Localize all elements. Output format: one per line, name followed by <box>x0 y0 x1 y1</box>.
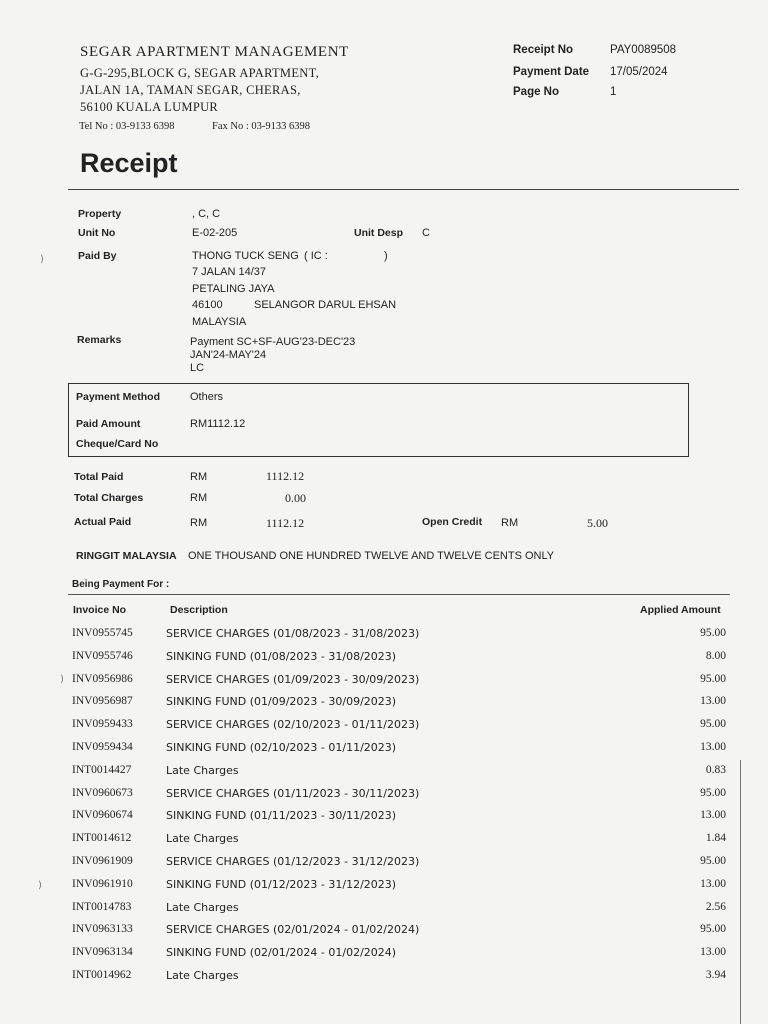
paid-amount-value: RM1112.12 <box>190 418 246 430</box>
description-cell: SINKING FUND (02/01/2024 - 01/02/2024) <box>166 946 397 960</box>
table-row <box>60 832 730 854</box>
company-address-line-1: G-G-295,BLOCK G, SEGAR APARTMENT, <box>80 66 320 80</box>
table-row <box>60 627 730 649</box>
unit-desp-value: C <box>422 227 430 239</box>
description-cell: SINKING FUND (01/11/2023 - 30/11/2023) <box>166 809 397 823</box>
applied-amount-cell: 13.00 <box>700 741 726 753</box>
company-name: SEGAR APARTMENT MANAGEMENT <box>80 44 349 60</box>
margin-mark: ) <box>40 254 44 265</box>
invoice-no-cell: INV0956987 <box>72 695 133 708</box>
payment-method-label: Payment Method <box>76 391 161 403</box>
amount-words-label: RINGGIT MALAYSIA <box>76 550 177 562</box>
margin-mark: ) <box>38 880 42 891</box>
table-divider <box>68 594 730 595</box>
applied-amount-cell: 95.00 <box>700 718 726 731</box>
description-cell: SINKING FUND (01/09/2023 - 30/09/2023) <box>166 695 397 709</box>
applied-amount-cell: 95.00 <box>700 923 726 936</box>
open-credit-label: Open Credit <box>422 516 483 528</box>
receipt-no-value: PAY0089508 <box>610 44 677 56</box>
table-row <box>60 923 730 945</box>
total-paid-value: 1112.12 <box>266 469 305 483</box>
open-credit-currency: RM <box>501 517 519 529</box>
table-row <box>60 787 730 809</box>
paid-amount-label: Paid Amount <box>76 418 141 430</box>
invoice-no-cell: INV0963133 <box>72 923 133 936</box>
total-charges-currency: RM <box>190 492 208 504</box>
invoice-no-cell: INV0960673 <box>72 786 133 799</box>
company-tel: Tel No : 03-9133 6398 <box>79 121 175 132</box>
invoice-no-cell: INV0959434 <box>72 741 133 753</box>
being-payment-for-label: Being Payment For : <box>72 579 170 590</box>
applied-amount-cell: 2.56 <box>705 900 726 913</box>
margin-mark: ) <box>60 674 64 685</box>
applied-amount-cell: 8.00 <box>705 649 726 662</box>
table-row <box>60 901 730 923</box>
unit-desp-label: Unit Desp <box>354 227 404 239</box>
paid-by-state: SELANGOR DARUL EHSAN <box>254 299 397 311</box>
applied-amount-cell: 13.00 <box>700 695 726 708</box>
payment-date-label: Payment Date <box>513 66 590 78</box>
description-cell: SINKING FUND (01/12/2023 - 31/12/2023) <box>166 877 397 891</box>
receipt-no-label: Receipt No <box>513 44 574 56</box>
property-label: Property <box>78 208 122 220</box>
paid-by-ic: ( IC : <box>304 250 328 262</box>
applied-amount-cell: 3.94 <box>705 969 726 981</box>
remarks-line-3: LC <box>190 362 205 374</box>
applied-amount-cell: 13.00 <box>700 809 726 822</box>
page-no-value: 1 <box>610 86 617 98</box>
company-address-line-2: JALAN 1A, TAMAN SEGAR, CHERAS, <box>80 83 301 97</box>
table-row <box>60 809 730 831</box>
invoice-no-cell: INV0955745 <box>72 627 133 639</box>
description-cell: SERVICE CHARGES (02/10/2023 - 01/11/2023) <box>166 718 420 732</box>
applied-amount-cell: 95.00 <box>700 627 726 639</box>
table-row <box>60 718 730 740</box>
table-row <box>60 764 730 786</box>
total-charges-label: Total Charges <box>74 492 144 504</box>
paid-by-label: Paid By <box>78 250 117 262</box>
invoice-no-cell: INV0961910 <box>72 877 133 890</box>
description-cell: Late Charges <box>166 832 239 846</box>
paid-by-address-1: 7 JALAN 14/37 <box>192 266 266 278</box>
table-row <box>60 946 730 968</box>
invoice-no-header: Invoice No <box>73 604 127 616</box>
description-cell: SERVICE CHARGES (01/11/2023 - 30/11/2023) <box>166 786 420 800</box>
table-row <box>60 878 730 900</box>
applied-amount-cell: 95.00 <box>700 672 726 685</box>
total-paid-currency: RM <box>190 471 208 483</box>
description-cell: SERVICE CHARGES (01/12/2023 - 31/12/2023) <box>166 855 420 868</box>
paid-by-name: THONG TUCK SENG <box>192 250 299 262</box>
description-cell: SERVICE CHARGES (01/09/2023 - 30/09/2023) <box>166 672 420 686</box>
invoice-no-cell: INT0014427 <box>72 763 132 776</box>
applied-amount-cell: 1.84 <box>705 832 726 845</box>
table-row <box>60 855 730 877</box>
invoice-no-cell: INV0956986 <box>72 672 133 685</box>
paid-by-postcode: 46100 <box>192 299 223 311</box>
paid-by-country: MALAYSIA <box>192 316 247 328</box>
actual-paid-value: 1112.12 <box>266 516 305 530</box>
description-header: Description <box>170 604 228 616</box>
paid-by-ic-close: ) <box>384 250 388 262</box>
unit-no-value: E-02-205 <box>192 227 238 239</box>
remarks-line-2: JAN'24-MAY'24 <box>190 349 267 361</box>
description-cell: SINKING FUND (02/10/2023 - 01/11/2023) <box>166 741 397 754</box>
page-no-label: Page No <box>513 86 560 98</box>
description-cell: SERVICE CHARGES (01/08/2023 - 31/08/2023) <box>166 627 420 640</box>
payment-date-value: 17/05/2024 <box>610 66 668 78</box>
company-fax: Fax No : 03-9133 6398 <box>212 121 310 132</box>
invoice-no-cell: INT0014962 <box>72 969 132 981</box>
table-row <box>60 673 730 695</box>
actual-paid-currency: RM <box>190 517 208 529</box>
total-paid-label: Total Paid <box>74 471 124 483</box>
table-row <box>60 695 730 717</box>
open-credit-value: 5.00 <box>587 516 608 530</box>
description-cell: SINKING FUND (01/08/2023 - 31/08/2023) <box>166 649 397 663</box>
total-charges-value: 0.00 <box>285 491 306 505</box>
table-row <box>60 741 730 763</box>
property-value: , C, C <box>192 208 221 220</box>
table-row <box>60 650 730 672</box>
remarks-line-1: Payment SC+SF-AUG'23-DEC'23 <box>190 336 356 348</box>
invoice-no-cell: INV0960674 <box>72 809 133 822</box>
applied-amount-cell: 0.83 <box>705 763 726 776</box>
applied-amount-cell: 13.00 <box>700 946 726 959</box>
description-cell: Late Charges <box>166 900 239 914</box>
receipt-title: Receipt <box>80 148 178 178</box>
payment-method-box <box>68 383 689 457</box>
cheque-card-label: Cheque/Card No <box>76 438 159 450</box>
scan-edge-line <box>740 760 741 1024</box>
invoice-no-cell: INV0959433 <box>72 718 133 731</box>
invoice-no-cell: INT0014612 <box>72 832 132 845</box>
description-cell: Late Charges <box>166 969 239 982</box>
applied-amount-header: Applied Amount <box>640 604 721 616</box>
title-divider <box>68 189 739 190</box>
applied-amount-cell: 95.00 <box>700 855 726 867</box>
remarks-label: Remarks <box>77 334 122 346</box>
table-row <box>60 969 730 991</box>
invoice-no-cell: INT0014783 <box>72 900 132 913</box>
payment-method-value: Others <box>190 391 224 403</box>
unit-no-label: Unit No <box>78 227 116 239</box>
company-address-line-3: 56100 KUALA LUMPUR <box>80 100 219 114</box>
invoice-no-cell: INV0963134 <box>72 946 133 959</box>
actual-paid-label: Actual Paid <box>74 516 132 528</box>
description-cell: SERVICE CHARGES (02/01/2024 - 01/02/2024) <box>166 923 420 937</box>
paid-by-address-2: PETALING JAYA <box>192 283 275 295</box>
amount-words-text: ONE THOUSAND ONE HUNDRED TWELVE AND TWELVE CENTS ONLY <box>188 550 555 562</box>
applied-amount-cell: 95.00 <box>700 786 726 799</box>
invoice-no-cell: INV0961909 <box>72 855 133 867</box>
description-cell: Late Charges <box>166 763 239 777</box>
invoice-no-cell: INV0955746 <box>72 649 133 662</box>
applied-amount-cell: 13.00 <box>700 877 726 890</box>
